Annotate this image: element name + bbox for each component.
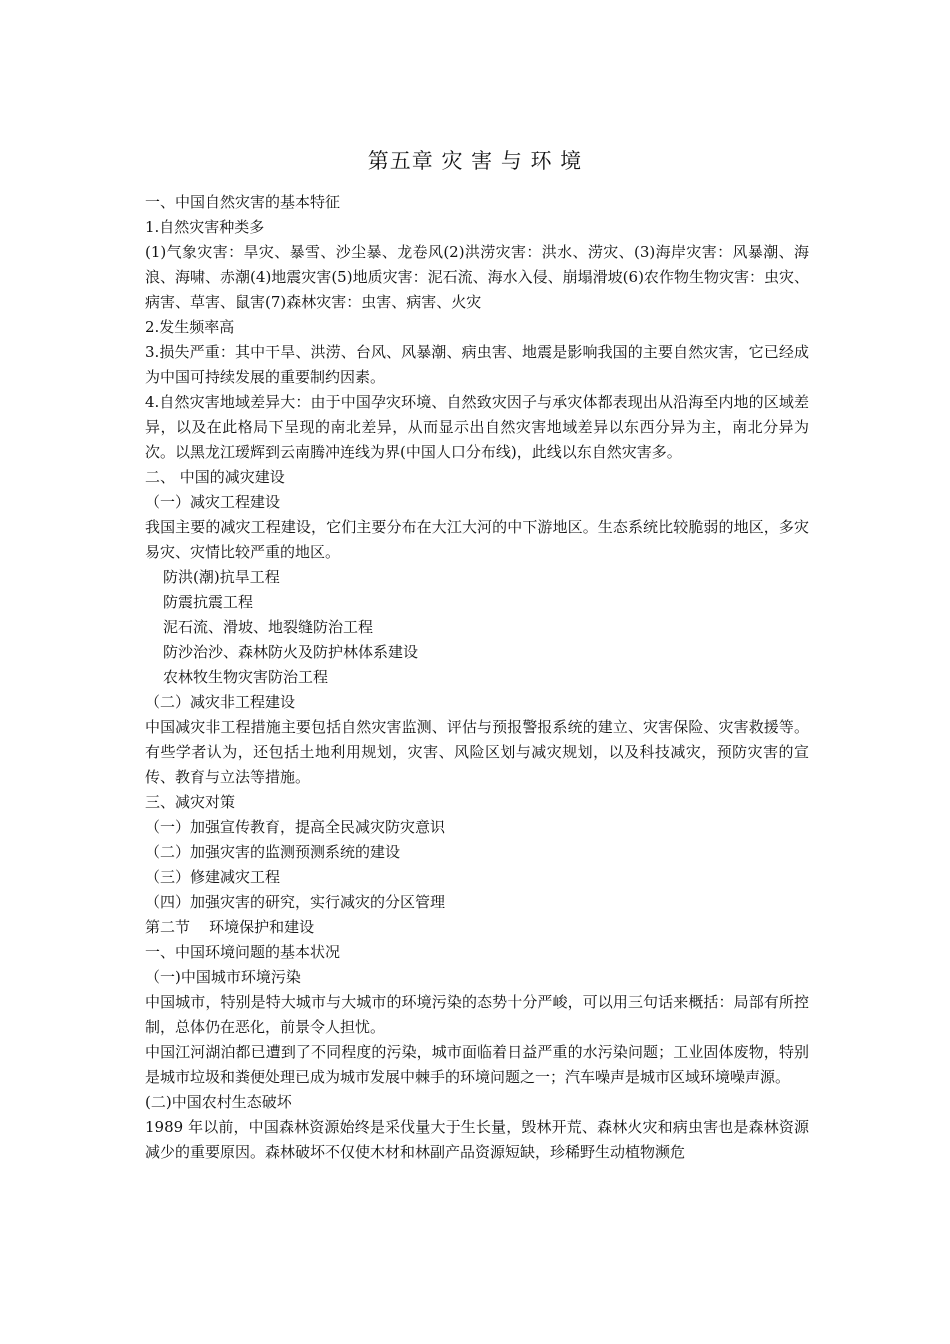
document-body <box>145 190 809 1165</box>
subsection-heading: （一）减灾工程建设 <box>145 493 281 511</box>
subsection-heading: 1.自然灾害种类多 <box>145 218 265 236</box>
body-paragraph: 3.损失严重：其中干旱、洪涝、台风、风暴潮、病虫害、地震是影响我国的主要自然灾害，它已经成为中国可持续发展的重要制约因素。 <box>145 343 809 386</box>
list-item: 防沙治沙、森林防火及防护林体系建设 <box>163 643 419 661</box>
body-paragraph: 中国减灾非工程措施主要包括自然灾害监测、评估与预报警报系统的建立、灾害保险、灾害救援等。有些学者认为，还包括土地利用规划，灾害、风险区划与减灾规划，以及科技减灾，预防灾害的宣传、教育与立法等措施。 <box>145 718 809 786</box>
body-paragraph: 我国主要的减灾工程建设，它们主要分布在大江大河的中下游地区。生态系统比较脆弱的地区，多灾易灾、灾情比较严重的地区。 <box>145 518 809 561</box>
subsection-heading: （二）减灾非工程建设 <box>145 693 296 711</box>
list-item: 泥石流、滑坡、地裂缝防治工程 <box>163 618 374 636</box>
body-paragraph: 中国江河湖泊都已遭到了不同程度的污染，城市面临着日益严重的水污染问题；工业固体废物，特别是城市垃圾和粪便处理已成为城市发展中棘手的环境问题之一；汽车噪声是城市区域环境噪声源。 <box>145 1043 809 1086</box>
list-item: （二）加强灾害的监测预测系统的建设 <box>145 843 401 861</box>
subsection-heading: (二)中国农村生态破坏 <box>145 1093 292 1111</box>
list-item: 防洪(潮)抗旱工程 <box>163 568 280 586</box>
section-heading: 三、减灾对策 <box>145 793 236 811</box>
section-heading: 一、中国自然灾害的基本特征 <box>145 193 341 211</box>
section-heading: 二、 中国的减灾建设 <box>145 468 285 486</box>
chapter-title: 第五章 灾 害 与 环 境 <box>367 149 583 173</box>
subsection-heading: 2.发生频率高 <box>145 318 235 336</box>
list-item: 防震抗震工程 <box>163 593 254 611</box>
subsection-heading: （一)中国城市环境污染 <box>145 968 301 986</box>
list-item: （三）修建减灾工程 <box>145 868 281 886</box>
body-paragraph: (1)气象灾害：旱灾、暴雪、沙尘暴、龙卷风(2)洪涝灾害：洪水、涝灾、(3)海岸灾害：风暴潮、海浪、海啸、赤潮(4)地震灾害(5)地质灾害：泥石流、海水入侵、崩塌滑坡(6)农作物生物灾害：虫灾、病害、草害、鼠害(7)森林灾害：虫害、病害、火灾 <box>145 243 809 311</box>
list-item: （一）加强宣传教育，提高全民减灾防灾意识 <box>145 818 446 836</box>
list-item: （四）加强灾害的研究，实行减灾的分区管理 <box>145 893 446 911</box>
body-paragraph: 4.自然灾害地域差异大：由于中国孕灾环境、自然致灾因子与承灾体都表现出从沿海至内地的区域差异，以及在此格局下呈现的南北差异，从而显示出自然灾害地域差异以东西分异为主，南北分异为次。以黑龙江瑷辉到云南腾冲连线为界(中国人口分布线)，此线以东自然灾害多。 <box>145 393 809 461</box>
body-paragraph: 中国城市，特别是特大城市与大城市的环境污染的态势十分严峻，可以用三句话来概括：局部有所控制，总体仍在恶化，前景令人担忧。 <box>145 993 809 1036</box>
section-heading: 第二节 环境保护和建设 <box>145 918 315 936</box>
list-item: 农林牧生物灾害防治工程 <box>163 668 329 686</box>
section-heading: 一、中国环境问题的基本状况 <box>145 943 341 961</box>
body-paragraph: 1989 年以前，中国森林资源始终是采伐量大于生长量，毁林开荒、森林火灾和病虫害也是森林资源减少的重要原因。森林破坏不仅使木材和林副产品资源短缺，珍稀野生动植物濒危 <box>145 1118 809 1161</box>
